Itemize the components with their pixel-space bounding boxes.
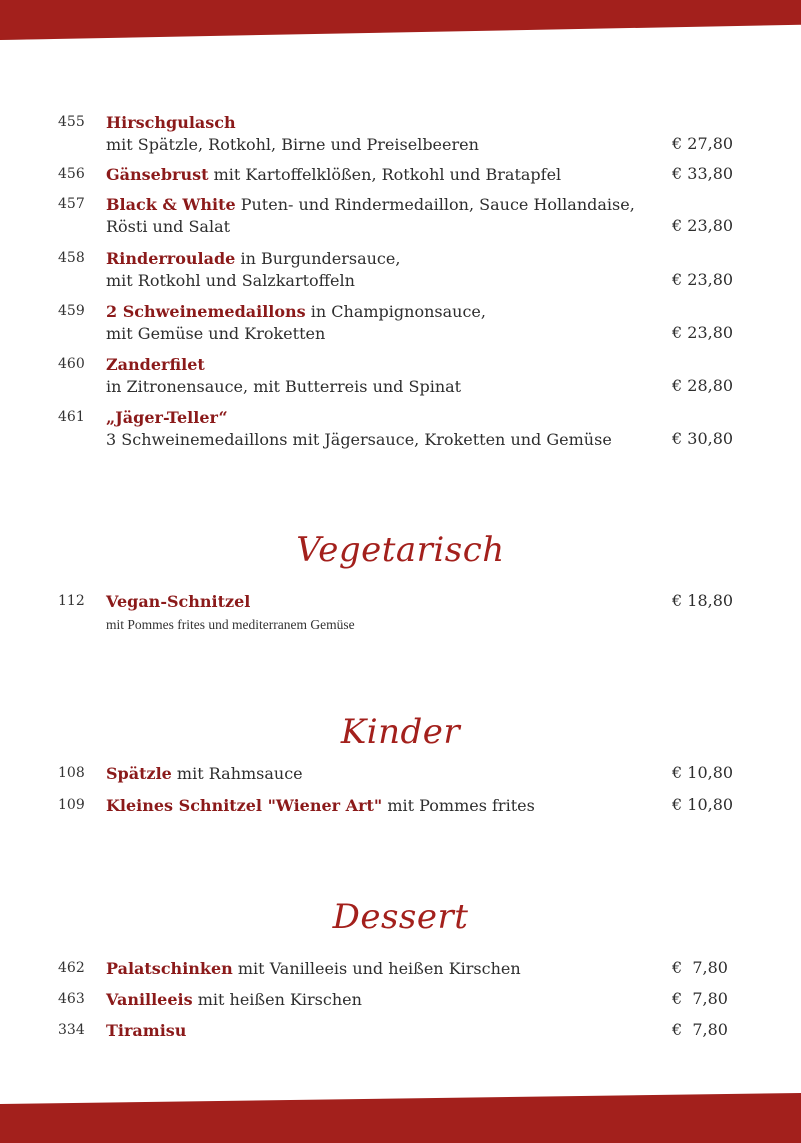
item-text	[106, 248, 646, 292]
section-title-vegetarisch: Vegetarisch	[296, 530, 505, 570]
item-description-line2: mit Gemüse und Kroketten	[106, 324, 326, 343]
top-decorative-band	[0, 0, 801, 40]
item-number: 461	[58, 409, 85, 425]
item-description: in Burgundersauce,	[235, 249, 401, 268]
item-description-line2: mit Rotkohl und Salzkartoffeln	[106, 271, 355, 290]
item-text	[106, 194, 646, 238]
item-text	[106, 763, 646, 785]
item-number: 112	[58, 593, 85, 609]
item-number: 456	[58, 166, 85, 182]
item-number: 459	[58, 303, 85, 319]
item-description: mit Pommes frites	[382, 796, 535, 815]
item-name: Palatschinken	[106, 959, 233, 978]
item-description: in Champignonsauce,	[305, 302, 486, 321]
item-text	[106, 1020, 646, 1042]
item-text	[106, 164, 646, 186]
item-name: Spätzle	[106, 764, 172, 783]
item-text	[106, 354, 646, 398]
item-text	[106, 591, 646, 636]
item-number: 334	[58, 1022, 85, 1038]
item-number: 108	[58, 765, 85, 781]
item-name: Gänsebrust	[106, 165, 209, 184]
item-name: Kleines Schnitzel "Wiener Art"	[106, 796, 383, 815]
item-description-line2: in Zitronensauce, mit Butterreis und Spinat	[106, 377, 462, 396]
item-number: 458	[58, 250, 85, 266]
item-description: mit heißen Kirschen	[192, 990, 362, 1009]
item-price: € 23,80	[672, 216, 734, 235]
section-title-kinder: Kinder	[340, 712, 461, 752]
item-text	[106, 958, 646, 980]
item-name: Black & White	[106, 195, 236, 214]
item-number: 109	[58, 797, 85, 813]
item-name: Zanderfilet	[106, 355, 205, 374]
item-price: € 10,80	[672, 795, 734, 814]
item-name: „Jäger-Teller“	[106, 408, 228, 427]
item-number: 460	[58, 356, 85, 372]
item-name: Tiramisu	[106, 1021, 187, 1040]
item-number: 463	[58, 991, 85, 1007]
item-price: € 30,80	[672, 429, 734, 448]
item-price: € 10,80	[672, 763, 734, 782]
section-title-dessert: Dessert	[332, 897, 469, 937]
item-name: Vegan-Schnitzel	[106, 592, 251, 611]
item-description-line2: 3 Schweinemedaillons mit Jägersauce, Kroketten und Gemüse	[106, 430, 612, 449]
item-text	[106, 112, 646, 156]
item-text	[106, 989, 646, 1011]
item-name: Rinderroulade	[106, 249, 236, 268]
item-text	[106, 795, 646, 817]
item-price: € 18,80	[672, 591, 734, 610]
item-subtitle: mit Pommes frites und mediterranem Gemüse	[106, 617, 355, 632]
item-price: € 23,80	[672, 270, 734, 289]
item-number: 455	[58, 114, 85, 130]
item-description: Puten- und Rindermedaillon, Sauce Hollandaise,	[235, 195, 635, 214]
item-price: € 7,80	[672, 958, 728, 977]
item-description-line2: mit Spätzle, Rotkohl, Birne und Preiselbeeren	[106, 135, 479, 154]
item-text	[106, 407, 646, 451]
item-description: mit Vanilleeis und heißen Kirschen	[232, 959, 521, 978]
item-price: € 7,80	[672, 1020, 728, 1039]
item-price: € 23,80	[672, 323, 734, 342]
item-description-line2: Rösti und Salat	[106, 217, 231, 236]
item-text	[106, 301, 646, 345]
item-price: € 7,80	[672, 989, 728, 1008]
item-name: Hirschgulasch	[106, 113, 236, 132]
item-price: € 33,80	[672, 164, 734, 183]
item-description: mit Rahmsauce	[171, 764, 303, 783]
item-name: Vanilleeis	[106, 990, 193, 1009]
item-price: € 27,80	[672, 134, 734, 153]
item-price: € 28,80	[672, 376, 734, 395]
item-name: 2 Schweinemedaillons	[106, 302, 306, 321]
item-description: mit Kartoffelklößen, Rotkohl und Bratapfel	[208, 165, 562, 184]
item-number: 457	[58, 196, 85, 212]
bottom-decorative-band	[0, 1093, 801, 1143]
item-number: 462	[58, 960, 85, 976]
